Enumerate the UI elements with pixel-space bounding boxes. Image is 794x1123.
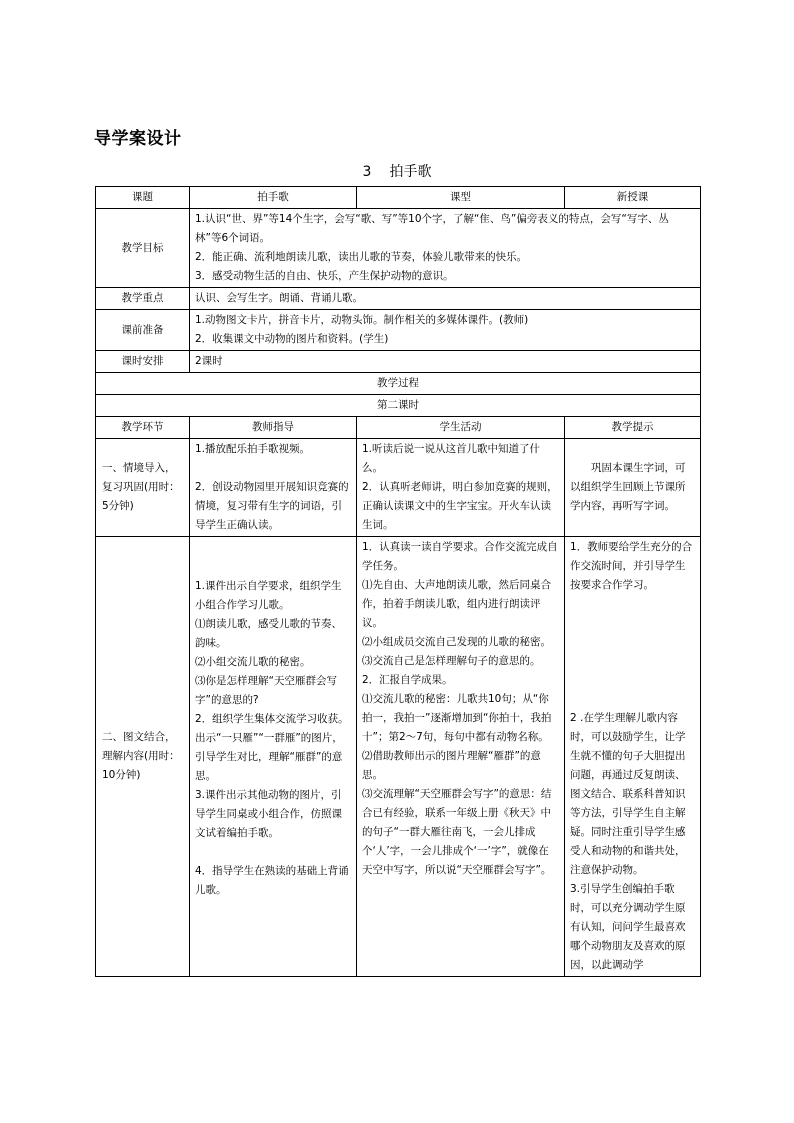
lesson-title (0, 161, 794, 181)
stage1-name: 一、情境导入，复习巩固(用时：5分钟) (96, 439, 190, 537)
student-step: 1.听读后说一说从这首儿歌中知道了什么。 (362, 443, 541, 474)
student-step: ⑴先自由、大声地朗读儿歌，然后同桌合作，拍着手朗读儿歌，组内进行朗读评议。 (362, 579, 551, 629)
table-row (96, 209, 701, 288)
goals-content (190, 209, 701, 288)
teacher-step: 4．指导学生在熟读的基础上背诵儿歌。 (195, 865, 349, 896)
tip-text: 巩固本课生字词，可以组织学生回顾上节课所学内容，再听写字词。 (570, 462, 686, 512)
table-row (96, 395, 701, 417)
teacher-step: ⑶你是怎样理解“天空雁群会写字”的意思的? (195, 675, 337, 706)
lesson-plan-table (95, 186, 701, 977)
stage2-teacher (190, 537, 357, 977)
prep-item: 2．收集课文中动物的图片和资料。(学生) (195, 333, 389, 345)
table-row (96, 187, 701, 209)
student-step: ⑵小组成员交流自己发现的儿歌的秘密。 (362, 636, 551, 648)
table-row (96, 351, 701, 373)
document-title: 导学案设计 (94, 129, 182, 149)
stage2-tips (565, 537, 701, 977)
teacher-step: 出示“一只雁”“一群雁”的图片，引导学生对比，理解“雁群”的意思。 (195, 732, 343, 782)
teacher-step: 2．创设动物园里开展知识竞赛的情境，复习带有生字的词语，引导学生正确认读。 (195, 481, 349, 531)
student-step: 2．认真听老师讲，明白参加竞赛的规则，正确认读课文中的生字宝宝。开火车认读生词。 (362, 481, 558, 531)
schedule-label: 课时安排 (96, 351, 190, 373)
table-row (96, 439, 701, 537)
topic-label: 课题 (96, 187, 190, 209)
table-row (96, 288, 701, 310)
stage1-teacher (190, 439, 357, 537)
tip-text: 2 .在学生理解儿歌内容时，可以鼓励学生，让学生就不懂的句子大胆提出问题，再通过反复朗读、图文结合、联系科普知识等方法，引导学生自主解疑。同时注重引导学生感受人和动物的和谐共处，注意保护动物。 (570, 712, 686, 876)
lesson-number: 3 (362, 164, 372, 180)
student-step: ⑶交流自己是怎样理解句子的意思的。 (362, 655, 541, 667)
goal-item: 3．感受动物生活的自由、快乐，产生保护动物的意识。 (195, 270, 454, 282)
teacher-step: 1.播放配乐拍手歌视频。 (195, 443, 311, 455)
teacher-step: 3.课件出示其他动物的图片，引导学生同桌或小组合作，仿照课文试着编拍手歌。 (195, 789, 342, 839)
goal-item: 1.认识“世、界”等14个生字，会写“歌、写”等10个字，了解“隹、鸟”偏旁表义的特点，会写“写字、丛林”等6个词语。 (195, 213, 669, 244)
student-step: ⑵借助教师出示的图片理解“雁群”的意思。 (362, 750, 541, 781)
table-row (96, 373, 701, 395)
session-title: 第二课时 (96, 395, 701, 417)
student-step: 1．认真读一读自学要求。合作交流完成自学任务。 (362, 541, 558, 572)
teacher-step: ⑵小组交流儿歌的秘密。 (195, 656, 311, 668)
teacher-step: 1.课件出示自学要求，组织学生小组合作学习儿歌。 (195, 580, 342, 611)
prep-content (190, 310, 701, 351)
student-step: ⑴交流儿歌的秘密：儿歌共10句；从“你拍一，我拍一”逐渐增加到“你拍十，我拍十”；第2～7句，每句中都有动物名称。 (362, 693, 552, 743)
table-row (96, 537, 701, 977)
type-value: 新授课 (565, 187, 701, 209)
goal-item: 2．能正确、流利地朗读儿歌，读出儿歌的节奏，体验儿歌带来的快乐。 (195, 251, 528, 263)
focus-label: 教学重点 (96, 288, 190, 310)
tip-text: 1．教师要给学生充分的合作交流时间，并引导学生按要求合作学习。 (570, 541, 693, 591)
col-header-student: 学生活动 (357, 417, 565, 439)
lesson-name: 拍手歌 (389, 164, 432, 180)
table-row (96, 417, 701, 439)
teacher-step: 2．组织学生集体交流学习收获。 (195, 713, 349, 725)
stage1-student (357, 439, 565, 537)
stage2-student (357, 537, 565, 977)
topic-value: 拍手歌 (190, 187, 357, 209)
process-title: 教学过程 (96, 373, 701, 395)
focus-content: 认识、会写生字。朗诵、背诵儿歌。 (190, 288, 701, 310)
col-header-tips: 教学提示 (565, 417, 701, 439)
col-header-stage: 教学环节 (96, 417, 190, 439)
col-header-teacher: 教师指导 (190, 417, 357, 439)
prep-item: 1.动物图文卡片，拼音卡片，动物头饰。制作相关的多媒体课件。(教师) (195, 314, 529, 326)
teacher-step: ⑴朗读儿歌，感受儿歌的节奏、韵味。 (195, 618, 342, 649)
prep-label: 课前准备 (96, 310, 190, 351)
schedule-content: 2课时 (190, 351, 701, 373)
goals-label: 教学目标 (96, 209, 190, 288)
student-step: ⑶交流理解“天空雁群会写字”的意思：结合已有经验，联系一年级上册《秋天》中的句子“一群大雁往南飞，一会儿排成个‘人’字，一会儿排成个‘一’字”，就像在天空中写字，所以说“天空雁群会写字”。 (362, 788, 552, 876)
tip-text: 3.引导学生创编拍手歌时，可以充分调动学生原有认知，问问学生最喜欢哪个动物朋友及喜欢的原因，以此调动学 (570, 883, 686, 971)
type-label: 课型 (357, 187, 565, 209)
table-row (96, 310, 701, 351)
stage1-tips (565, 439, 701, 537)
stage2-name: 二、图文结合，理解内容(用时：10分钟) (96, 537, 190, 977)
student-step: 2．汇报自学成果。 (362, 674, 453, 686)
